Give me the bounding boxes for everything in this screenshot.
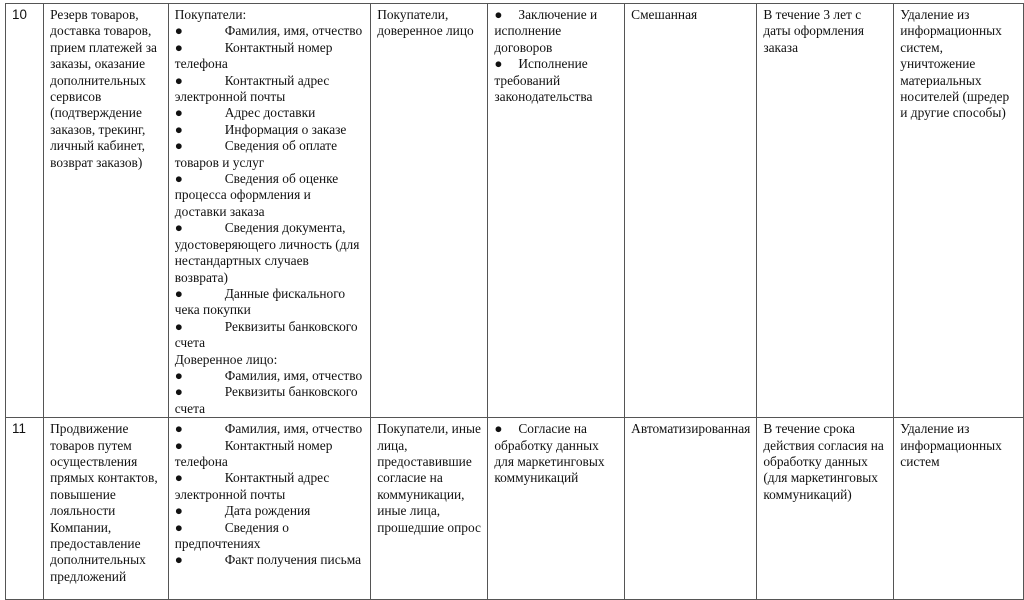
processing-purpose-cell: Резерв товаров, доставка товаров, прием платежей за заказы, оказание дополнительных сервисов (подтверждение заказов, трекинг, личный кабинет, возврат заказов) (44, 4, 169, 418)
data-category-text: Сведения об оплате товаров и услуг (174, 138, 338, 170)
table-row (6, 4, 1024, 418)
bullet-icon: ● (174, 421, 183, 437)
bullet-icon: ● (174, 220, 183, 236)
data-subjects-cell: Покупатели, иные лица, предоставившие согласие на коммуникации, иные лица, прошедшие опрос (371, 418, 488, 600)
data-category-text: Реквизиты банковского счета (174, 318, 358, 351)
data-category-item (175, 138, 364, 171)
data-category-text: Контактный номер телефона (174, 39, 333, 72)
data-categories-cell (168, 4, 370, 418)
data-category-text: Контактный адрес электронной почты (174, 72, 330, 105)
data-category-text: Факт получения письма (224, 552, 362, 568)
bullet-icon: ● (174, 318, 183, 334)
data-category-text: Контактный номер телефона (174, 437, 333, 469)
data-category-item (175, 220, 364, 286)
data-group-heading: Доверенное лицо: (174, 351, 278, 367)
data-category-item (175, 286, 364, 319)
legal-basis-item (494, 56, 618, 105)
data-category-item (175, 438, 364, 471)
data-subjects-cell: Покупатели, доверенное лицо (371, 4, 488, 418)
legal-basis-text: Заключение и исполнение договоров (494, 7, 598, 55)
data-category-text: Фамилия, имя, отчество (224, 23, 363, 39)
bullet-icon: ● (174, 105, 183, 121)
data-category-item (175, 470, 364, 503)
data-category-item (175, 319, 364, 352)
destruction-method-cell: Удаление из информационных систем, уничтожение материальных носителей (шредер и другие способы) (894, 4, 1024, 418)
bullet-icon: ● (174, 23, 183, 39)
data-category-text: Сведения о предпочтениях (174, 519, 289, 551)
data-category-item (175, 23, 364, 39)
bullet-icon: ● (494, 7, 503, 22)
data-category-text: Адрес доставки (224, 105, 316, 121)
data-category-item (175, 552, 364, 568)
processing-purpose-cell: Продвижение товаров путем осуществления прямых контактов, повышение лояльности Компании, предоставление дополнительных предложений (44, 418, 169, 600)
data-category-item (175, 421, 364, 437)
legal-basis-item (494, 421, 618, 487)
bullet-icon: ● (174, 367, 183, 383)
bullet-icon: ● (174, 470, 183, 486)
data-category-item (175, 105, 364, 121)
bullet-icon: ● (174, 384, 183, 400)
bullet-icon: ● (174, 519, 183, 535)
data-category-item (175, 384, 364, 417)
bullet-icon: ● (174, 72, 183, 88)
retention-period-cell: В течение срока действия согласия на обработку данных (для маркетинговых коммуникаций) (757, 418, 894, 600)
data-category-item (175, 122, 364, 138)
bullet-icon: ● (174, 552, 183, 568)
legal-basis-text: Исполнение требований законодательства (494, 56, 593, 105)
data-category-text: Данные фискального чека покупки (174, 285, 346, 318)
bullet-icon: ● (494, 56, 503, 72)
data-category-text: Фамилия, имя, отчество (224, 421, 363, 437)
bullet-icon: ● (174, 437, 183, 453)
data-category-item (175, 503, 364, 519)
data-category-text: Информация о заказе (224, 121, 347, 137)
legal-basis-cell (488, 4, 625, 418)
data-category-text: Реквизиты банковского счета (174, 384, 358, 416)
bullet-icon: ● (174, 121, 183, 137)
bullet-icon: ● (174, 171, 183, 187)
data-category-item (175, 73, 364, 106)
data-categories-cell (168, 418, 370, 600)
retention-period-cell: В течение 3 лет с даты оформления заказа (757, 4, 894, 418)
bullet-icon: ● (174, 138, 183, 154)
processing-method-cell: Автоматизированная (625, 418, 757, 600)
personal-data-processing-table (5, 3, 1024, 600)
data-category-item (175, 368, 364, 384)
data-category-text: Дата рождения (224, 503, 311, 519)
data-category-text: Фамилия, имя, отчество (224, 367, 363, 383)
data-category-text: Сведения об оценке процесса оформления и доставки заказа (174, 171, 339, 219)
legal-basis-cell (488, 418, 625, 600)
data-group-heading: Покупатели: (174, 7, 247, 22)
bullet-icon: ● (174, 285, 183, 301)
bullet-icon: ● (174, 39, 183, 55)
data-category-item (175, 520, 364, 553)
row-number: 10 (6, 4, 44, 418)
destruction-method-cell: Удаление из информационных систем (894, 418, 1024, 600)
bullet-icon: ● (174, 503, 183, 519)
data-category-item (175, 171, 364, 220)
data-category-text: Контактный адрес электронной почты (174, 470, 330, 502)
bullet-icon: ● (494, 421, 503, 437)
data-category-item (175, 40, 364, 73)
table-row (6, 418, 1024, 600)
data-category-text: Сведения документа, удостоверяющего личность (для нестандартных случаев возврата) (174, 220, 360, 285)
row-number: 11 (6, 418, 44, 600)
legal-basis-item (494, 7, 618, 56)
legal-basis-text: Согласие на обработку данных для маркетинговых коммуникаций (494, 421, 605, 486)
processing-method-cell: Смешанная (625, 4, 757, 418)
